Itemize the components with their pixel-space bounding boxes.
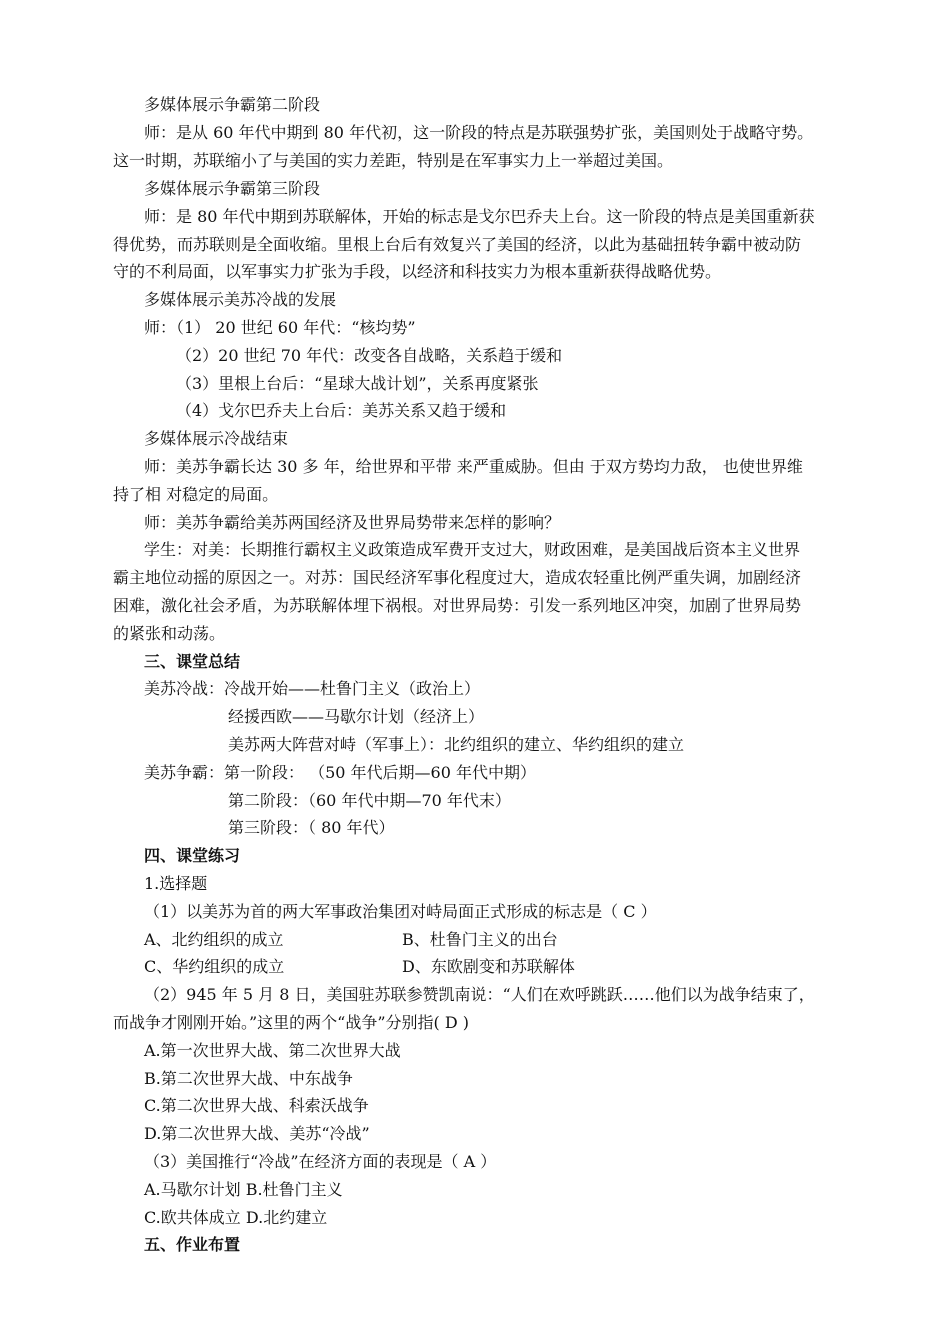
question-stem: （2）945 年 5 月 8 日，美国驻苏联参赞凯南说：“人们在欢呼跳跃……他们以为战争结束了，: [144, 985, 815, 1004]
paragraph-line: 师：是 80 年代中期到苏联解体，开始的标志是戈尔巴乔夫上台。这一阶段的特点是美国重新获: [144, 207, 815, 226]
paragraph-line: 师：美苏争霸长达 30 多 年，给世界和平带 来严重威胁。但由 于双方势均力敌， 也使世界维: [144, 457, 803, 476]
paragraph-line: 得优势，而苏联则是全面收缩。里根上台后有效复兴了美国的经济，以此为基础扭转争霸中被动防: [113, 235, 802, 254]
paragraph-line: 的紧张和动荡。: [113, 624, 226, 643]
question-stem: 而战争才刚刚开始。”这里的两个“战争”分别指( D ): [113, 1013, 470, 1032]
paragraph-line: 霸主地位动摇的原因之一。对苏：国民经济军事化程度过大，造成农轻重比例严重失调，加剧经济: [113, 568, 802, 587]
answer-option: A.第一次世界大战、第二次世界大战: [144, 1041, 401, 1060]
paragraph-line: 持了相 对稳定的局面。: [113, 485, 279, 504]
summary-line: 第三阶段：（ 80 年代）: [228, 818, 395, 837]
paragraph-line: 师：（1） 20 世纪 60 年代：“核均势”: [144, 318, 416, 337]
answer-option: C.第二次世界大战、科索沃战争: [144, 1096, 369, 1115]
paragraph-line: （4）戈尔巴乔夫上台后：美苏关系又趋于缓和: [176, 401, 507, 420]
section-heading: 五、作业布置: [144, 1235, 241, 1254]
paragraph-line: 学生：对美：长期推行霸权主义政策造成军费开支过大，财政困难，是美国战后资本主义世界: [144, 540, 801, 559]
paragraph-line: （3）里根上台后：“星球大战计划”，关系再度紧张: [176, 374, 539, 393]
paragraph-line: 困难，激化社会矛盾，为苏联解体埋下祸根。对世界局势：引发一系列地区冲突，加剧了世界局势: [113, 596, 802, 615]
answer-option: B.第二次世界大战、中东战争: [144, 1069, 353, 1088]
paragraph-line: 多媒体展示争霸第三阶段: [144, 179, 321, 198]
section-heading: 三、课堂总结: [144, 652, 241, 671]
answer-option: D.第二次世界大战、美苏“冷战”: [144, 1124, 370, 1143]
answer-option: A、北约组织的成立: [144, 930, 284, 949]
question-stem: （1）以美苏为首的两大军事政治集团对峙局面正式形成的标志是（ C ）: [144, 902, 657, 921]
question-heading: 1.选择题: [144, 874, 208, 893]
paragraph-line: 守的不利局面，以军事实力扩张为手段，以经济和科技实力为根本重新获得战略优势。: [113, 262, 722, 281]
section-heading: 四、课堂练习: [144, 846, 241, 865]
paragraph-line: 多媒体展示争霸第二阶段: [144, 95, 321, 114]
paragraph-line: 多媒体展示冷战结束: [144, 429, 289, 448]
summary-line: 美苏争霸：第一阶段： （50 年代后期—60 年代中期）: [144, 763, 536, 782]
answer-option: C.欧共体成立 D.北约建立: [144, 1208, 328, 1227]
summary-line: 美苏冷战：冷战开始——杜鲁门主义（政治上）: [144, 679, 481, 698]
summary-line: 美苏两大阵营对峙（军事上）：北约组织的建立、华约组织的建立: [228, 735, 685, 754]
paragraph-line: 师：是从 60 年代中期到 80 年代初，这一阶段的特点是苏联强势扩张，美国则处于战略守势。: [144, 123, 814, 142]
paragraph-line: 师：美苏争霸给美苏两国经济及世界局势带来怎样的影响？: [144, 513, 561, 532]
question-stem: （3）美国推行“冷战”在经济方面的表现是（ A ）: [144, 1152, 497, 1171]
answer-option: C、华约组织的成立: [144, 957, 285, 976]
summary-line: 第二阶段：（60 年代中期—70 年代末）: [228, 791, 511, 810]
answer-option: B、杜鲁门主义的出台: [402, 930, 558, 949]
paragraph-line: 多媒体展示美苏冷战的发展: [144, 290, 337, 309]
paragraph-line: （2）20 世纪 70 年代：改变各自战略，关系趋于缓和: [176, 346, 563, 365]
answer-option: D、东欧剧变和苏联解体: [402, 957, 575, 976]
summary-line: 经援西欧——马歇尔计划（经济上）: [228, 707, 485, 726]
answer-option: A.马歇尔计划 B.杜鲁门主义: [144, 1180, 343, 1199]
paragraph-line: 这一时期，苏联缩小了与美国的实力差距，特别是在军事实力上一举超过美国。: [113, 151, 674, 170]
